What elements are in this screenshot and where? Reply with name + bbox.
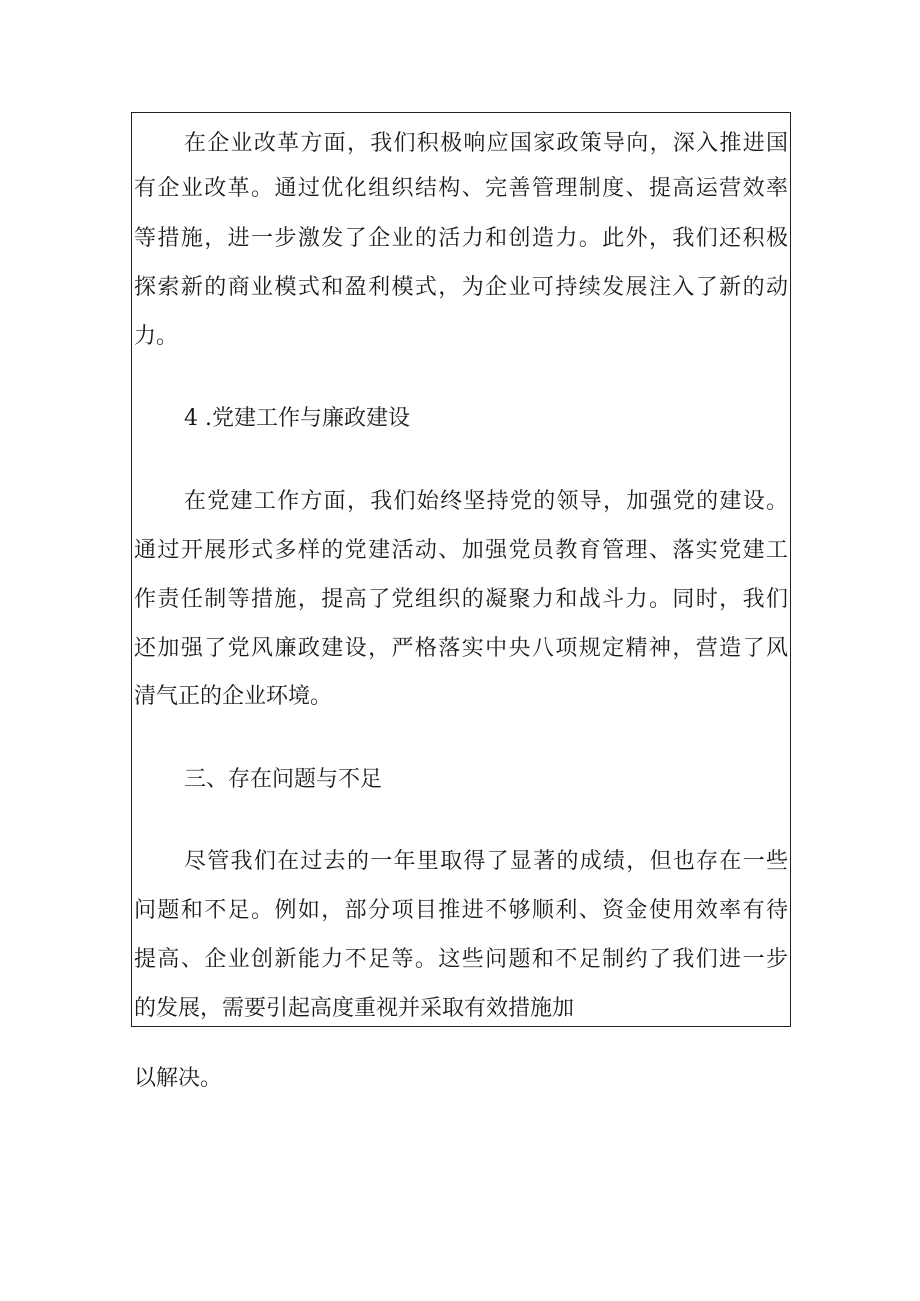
- party-paragraph-line-3: 作责任制等措施，提高了党组织的凝聚力和战斗力。同时，我们: [134, 587, 788, 612]
- party-paragraph-line-2: 通过开展形式多样的党建活动、加强党员教育管理、落实党建工: [134, 538, 788, 563]
- reform-paragraph-line-3: 等措施，进一步激发了企业的活力和创造力。此外，我们还积极: [134, 226, 788, 251]
- reform-paragraph-line-1: 在企业改革方面，我们积极响应国家政策导向，深入推进国: [184, 131, 788, 156]
- problems-paragraph-line-2: 问题和不足。例如，部分项目推进不够顺利、资金使用效率有待: [134, 898, 788, 923]
- reform-paragraph-line-5: 力。: [134, 324, 179, 349]
- reform-paragraph-line-2: 有企业改革。通过优化组织结构、完善管理制度、提高运营效率: [134, 176, 788, 201]
- problems-paragraph-line-1: 尽管我们在过去的一年里取得了显著的成绩，但也存在一些: [184, 849, 788, 874]
- continuation-text: 以解决。: [134, 1066, 223, 1091]
- reform-paragraph-line-4: 探索新的商业模式和盈利模式，为企业可持续发展注入了新的动: [134, 275, 788, 300]
- problems-paragraph-line-4: 的发展，需要引起高度重视并采取有效措施加: [134, 996, 575, 1021]
- section-heading-party-building: 4 .党建工作与廉政建设: [184, 406, 410, 431]
- party-paragraph-line-1: 在党建工作方面，我们始终坚持党的领导，加强党的建设。: [184, 489, 788, 514]
- party-paragraph-line-4: 还加强了党风廉政建设，严格落实中央八项规定精神，营造了风: [134, 636, 788, 661]
- party-paragraph-line-5: 清气正的企业环境。: [134, 684, 333, 709]
- problems-paragraph-line-3: 提高、企业创新能力不足等。这些问题和不足制约了我们进一步: [134, 947, 788, 972]
- section-heading-problems: 三、存在问题与不足: [184, 767, 383, 792]
